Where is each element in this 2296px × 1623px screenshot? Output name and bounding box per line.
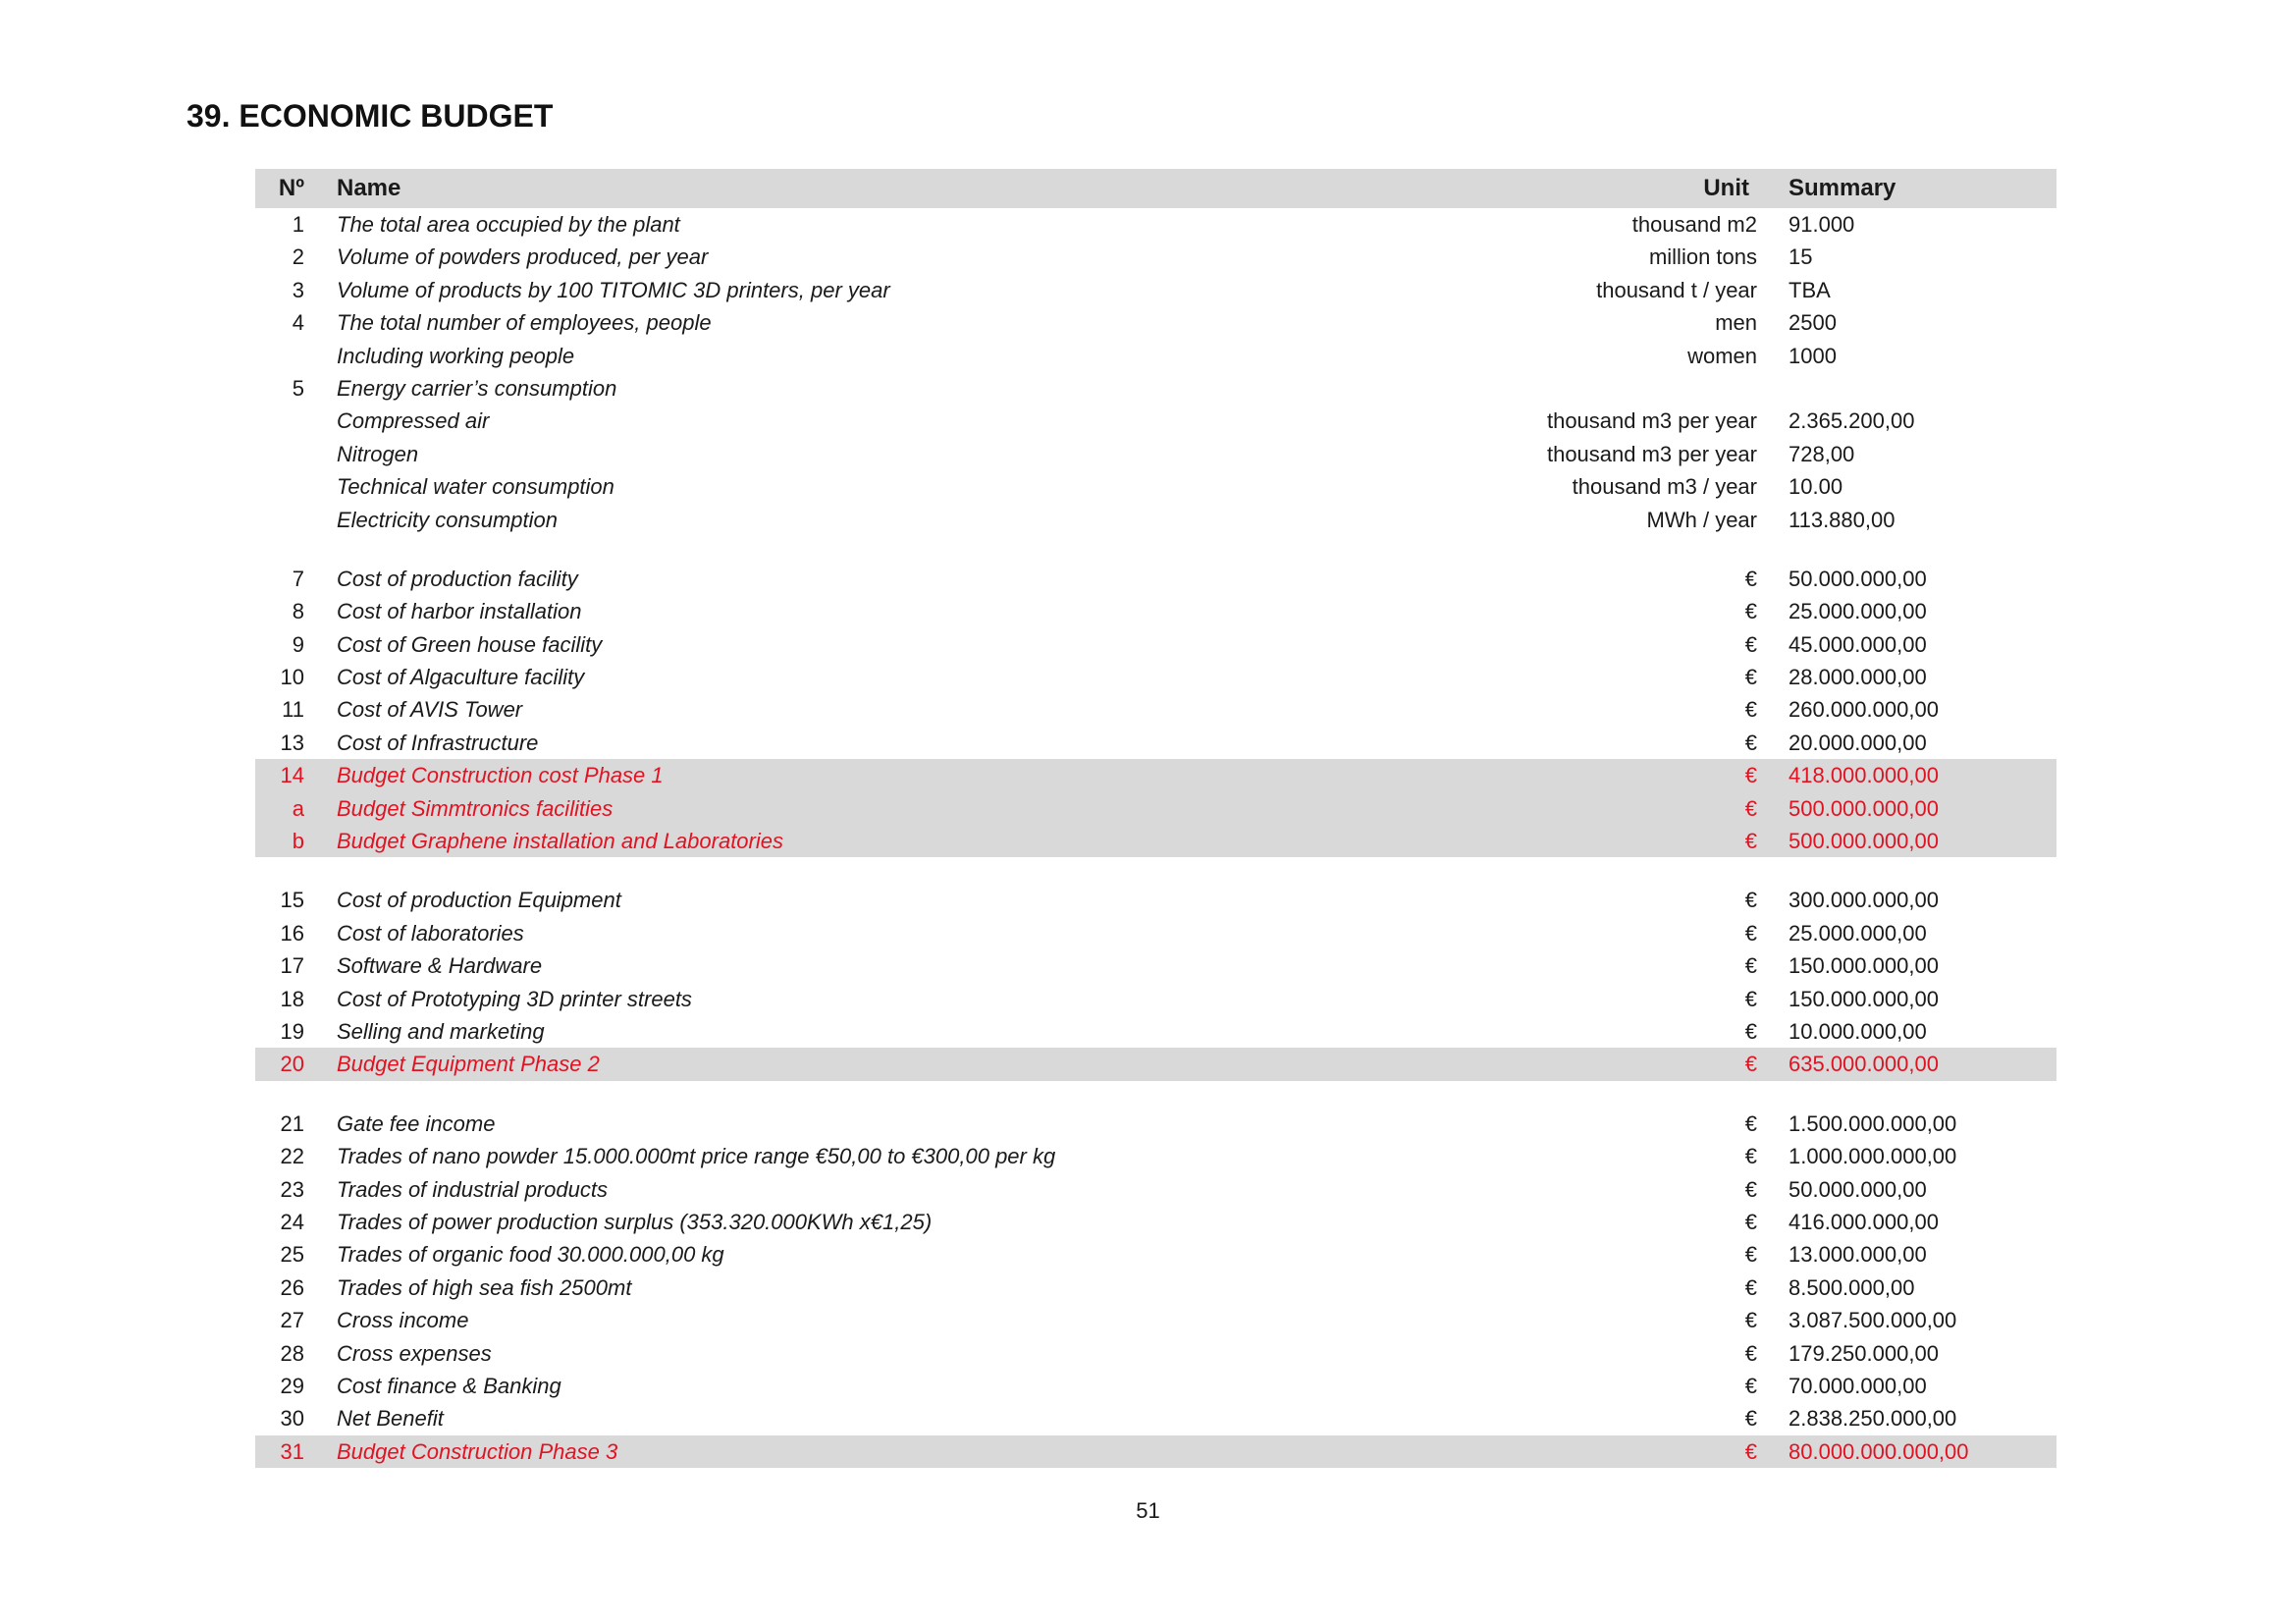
- row-unit: women: [1687, 343, 1757, 368]
- row-summary: 3.087.500.000,00: [1789, 1308, 1957, 1333]
- table-row: [255, 792, 2056, 825]
- table-row: [255, 504, 2056, 536]
- row-unit: €: [1744, 697, 1757, 723]
- table-row: [255, 1435, 2056, 1468]
- row-summary: 1.000.000.000,00: [1789, 1144, 1957, 1169]
- row-unit: €: [1744, 1144, 1757, 1169]
- row-name: Software & Hardware: [337, 953, 543, 979]
- row-unit: €: [1744, 1176, 1757, 1202]
- row-unit: [1315, 372, 1757, 405]
- row-name: Cost of laboratories: [337, 920, 524, 946]
- row-name: Nitrogen: [337, 441, 419, 466]
- row-name: Cost of production Equipment: [337, 888, 621, 913]
- section-spacer: [255, 536, 2056, 563]
- table-row: [255, 693, 2056, 726]
- row-unit: €: [1744, 795, 1757, 821]
- table-row: [255, 595, 2056, 627]
- row-number: 10: [280, 665, 304, 690]
- row-name: Gate fee income: [337, 1110, 496, 1136]
- row-unit: €: [1744, 953, 1757, 979]
- table-row: [255, 1108, 2056, 1140]
- row-name: Volume of products by 100 TITOMIC 3D printers, per year: [337, 277, 890, 302]
- row-name: The total area occupied by the plant: [337, 212, 680, 237]
- row-name: The total number of employees, people: [337, 310, 712, 336]
- row-summary: 150.000.000,00: [1789, 953, 1939, 979]
- table-row: [255, 1206, 2056, 1238]
- row-number: 22: [280, 1144, 304, 1169]
- row-name: Cost of AVIS Tower: [337, 697, 523, 723]
- row-number: 5: [292, 375, 304, 401]
- header-name: Name: [337, 175, 401, 201]
- row-unit: €: [1744, 1110, 1757, 1136]
- table-row: [255, 208, 2056, 241]
- row-summary: 2.838.250.000,00: [1789, 1406, 1957, 1432]
- row-unit: thousand m2: [1631, 212, 1757, 237]
- table-row: [255, 628, 2056, 661]
- table-row: [255, 1337, 2056, 1370]
- row-unit: €: [1744, 1274, 1757, 1300]
- row-number: 8: [292, 599, 304, 624]
- table-row: [255, 727, 2056, 759]
- table-row: [255, 661, 2056, 693]
- row-number: b: [292, 829, 304, 854]
- row-name: Compressed air: [337, 408, 490, 434]
- table-row: [255, 1238, 2056, 1271]
- row-summary: 1000: [1789, 343, 1837, 368]
- row-unit: €: [1744, 665, 1757, 690]
- row-summary: 300.000.000,00: [1789, 888, 1939, 913]
- row-unit: thousand m3 per year: [1546, 408, 1757, 434]
- table-row: [255, 884, 2056, 916]
- row-number: 4: [292, 310, 304, 336]
- row-name: Budget Graphene installation and Laboratories: [337, 829, 783, 854]
- row-summary: 728,00: [1789, 441, 1855, 466]
- row-number: 19: [280, 1018, 304, 1044]
- row-unit: €: [1744, 763, 1757, 788]
- table-row: [255, 917, 2056, 949]
- row-name: Cost of Green house facility: [337, 631, 603, 657]
- row-summary: 113.880,00: [1789, 507, 1896, 532]
- row-summary: 416.000.000,00: [1789, 1209, 1939, 1234]
- row-number: [255, 504, 304, 536]
- row-summary: 25.000.000,00: [1789, 599, 1927, 624]
- row-summary: 50.000.000,00: [1789, 566, 1927, 591]
- row-name: Budget Construction cost Phase 1: [337, 763, 664, 788]
- row-number: 20: [280, 1052, 304, 1077]
- row-name: Budget Construction Phase 3: [337, 1438, 618, 1464]
- row-name: Budget Simmtronics facilities: [337, 795, 614, 821]
- row-name: Budget Equipment Phase 2: [337, 1052, 600, 1077]
- table-row: [255, 1173, 2056, 1206]
- row-number: 15: [280, 888, 304, 913]
- row-unit: €: [1744, 1242, 1757, 1268]
- row-number: [255, 340, 304, 372]
- row-summary: 635.000.000,00: [1789, 1052, 1939, 1077]
- row-number: 24: [280, 1209, 304, 1234]
- row-summary: 2.365.200,00: [1789, 408, 1915, 434]
- row-number: 23: [280, 1176, 304, 1202]
- row-number: 27: [280, 1308, 304, 1333]
- row-number: [255, 438, 304, 470]
- row-unit: €: [1744, 631, 1757, 657]
- row-name: Cross income: [337, 1308, 469, 1333]
- table-row: [255, 340, 2056, 372]
- row-number: 17: [280, 953, 304, 979]
- table-row: [255, 1048, 2056, 1080]
- row-name: Net Benefit: [337, 1406, 444, 1432]
- row-name: Including working people: [337, 343, 575, 368]
- row-unit: million tons: [1648, 244, 1757, 270]
- row-number: 14: [280, 763, 304, 788]
- row-unit: €: [1744, 1308, 1757, 1333]
- table-row: [255, 405, 2056, 437]
- header-no: Nº: [278, 175, 304, 201]
- row-unit: €: [1744, 1373, 1757, 1398]
- table-row: [255, 759, 2056, 791]
- row-unit: €: [1744, 829, 1757, 854]
- budget-table: [255, 169, 2056, 1468]
- row-number: 21: [280, 1110, 304, 1136]
- row-number: 7: [292, 566, 304, 591]
- row-name: Technical water consumption: [337, 474, 614, 500]
- table-row: [255, 563, 2056, 595]
- table-row: [255, 1304, 2056, 1336]
- row-summary: 150.000.000,00: [1789, 986, 1939, 1011]
- row-name: Cross expenses: [337, 1340, 492, 1366]
- row-number: 29: [280, 1373, 304, 1398]
- row-summary: 20.000.000,00: [1789, 730, 1927, 755]
- header-summary: Summary: [1789, 175, 1896, 201]
- header-unit: Unit: [1703, 175, 1749, 201]
- row-number: 28: [280, 1340, 304, 1366]
- row-summary: 28.000.000,00: [1789, 665, 1927, 690]
- row-unit: €: [1744, 1052, 1757, 1077]
- section-spacer: [255, 857, 2056, 884]
- row-summary: 1.500.000.000,00: [1789, 1110, 1957, 1136]
- table-header-row: [255, 169, 2056, 208]
- row-name: Electricity consumption: [337, 507, 558, 532]
- row-summary: TBA: [1789, 277, 1831, 302]
- row-summary: 418.000.000,00: [1789, 763, 1939, 788]
- table-row: [255, 372, 2056, 405]
- row-summary: 500.000.000,00: [1789, 795, 1939, 821]
- row-unit: €: [1744, 1340, 1757, 1366]
- row-summary: 45.000.000,00: [1789, 631, 1927, 657]
- row-name: Energy carrier’s consumption: [337, 375, 617, 401]
- row-name: Trades of nano powder 15.000.000mt price range €50,00 to €300,00 per kg: [337, 1144, 1056, 1169]
- row-unit: thousand m3 per year: [1546, 441, 1757, 466]
- row-number: 30: [280, 1406, 304, 1432]
- row-summary: 15: [1789, 244, 1813, 270]
- section-spacer: [255, 1081, 2056, 1108]
- row-unit: €: [1744, 888, 1757, 913]
- row-number: 31: [280, 1438, 304, 1464]
- table-row: [255, 306, 2056, 339]
- row-summary: [1757, 372, 2056, 405]
- row-number: 1: [292, 212, 304, 237]
- row-unit: thousand t / year: [1596, 277, 1757, 302]
- row-number: 25: [280, 1242, 304, 1268]
- row-summary: 260.000.000,00: [1789, 697, 1939, 723]
- row-number: 2: [292, 244, 304, 270]
- row-number: 26: [280, 1274, 304, 1300]
- row-name: Trades of organic food 30.000.000,00 kg: [337, 1242, 724, 1268]
- table-row: [255, 983, 2056, 1015]
- table-row: [255, 1271, 2056, 1304]
- table-row: [255, 241, 2056, 273]
- row-summary: 13.000.000,00: [1789, 1242, 1927, 1268]
- row-name: Cost of harbor installation: [337, 599, 582, 624]
- table-body: [255, 208, 2056, 1468]
- row-unit: €: [1744, 920, 1757, 946]
- row-unit: €: [1744, 599, 1757, 624]
- row-summary: 10.000.000,00: [1789, 1018, 1927, 1044]
- row-name: Cost of Infrastructure: [337, 730, 539, 755]
- table-row: [255, 1015, 2056, 1048]
- row-unit: €: [1744, 1438, 1757, 1464]
- row-number: 13: [280, 730, 304, 755]
- row-number: 16: [280, 920, 304, 946]
- table-row: [255, 1140, 2056, 1172]
- table-row: [255, 1370, 2056, 1402]
- row-number: [255, 405, 304, 437]
- row-number: [255, 470, 304, 503]
- row-unit: €: [1744, 1209, 1757, 1234]
- row-summary: 500.000.000,00: [1789, 829, 1939, 854]
- row-unit: €: [1744, 986, 1757, 1011]
- row-unit: MWh / year: [1646, 507, 1757, 532]
- row-number: 9: [292, 631, 304, 657]
- row-name: Cost of Prototyping 3D printer streets: [337, 986, 692, 1011]
- row-number: a: [292, 795, 304, 821]
- row-summary: 50.000.000,00: [1789, 1176, 1927, 1202]
- page-number: 51: [1136, 1498, 1160, 1523]
- table-row: [255, 470, 2056, 503]
- row-name: Cost of Algaculture facility: [337, 665, 585, 690]
- row-unit: thousand m3 / year: [1572, 474, 1757, 500]
- row-number: 11: [282, 697, 304, 723]
- row-summary: 8.500.000,00: [1789, 1274, 1915, 1300]
- row-name: Volume of powders produced, per year: [337, 244, 709, 270]
- row-name: Selling and marketing: [337, 1018, 545, 1044]
- row-unit: €: [1744, 1018, 1757, 1044]
- row-name: Trades of industrial products: [337, 1176, 608, 1202]
- table-row: [255, 825, 2056, 857]
- row-unit: €: [1744, 566, 1757, 591]
- row-number: 3: [292, 277, 304, 302]
- row-summary: 10.00: [1789, 474, 1843, 500]
- table-row: [255, 1402, 2056, 1434]
- table-row: [255, 949, 2056, 982]
- row-number: 18: [280, 986, 304, 1011]
- table-row: [255, 438, 2056, 470]
- row-summary: 179.250.000,00: [1789, 1340, 1939, 1366]
- row-name: Cost of production facility: [337, 566, 578, 591]
- row-summary: 70.000.000,00: [1789, 1373, 1927, 1398]
- row-name: Trades of high sea fish 2500mt: [337, 1274, 632, 1300]
- row-summary: 80.000.000.000,00: [1789, 1438, 1969, 1464]
- row-summary: 91.000: [1789, 212, 1855, 237]
- row-name: Cost finance & Banking: [337, 1373, 561, 1398]
- table-row: [255, 274, 2056, 306]
- row-unit: €: [1744, 1406, 1757, 1432]
- page-title: 39. ECONOMIC BUDGET: [187, 98, 554, 134]
- row-summary: 25.000.000,00: [1789, 920, 1927, 946]
- row-name: Trades of power production surplus (353.320.000KWh x€1,25): [337, 1209, 933, 1234]
- row-unit: €: [1744, 730, 1757, 755]
- row-unit: men: [1715, 310, 1757, 336]
- row-summary: 2500: [1789, 310, 1837, 336]
